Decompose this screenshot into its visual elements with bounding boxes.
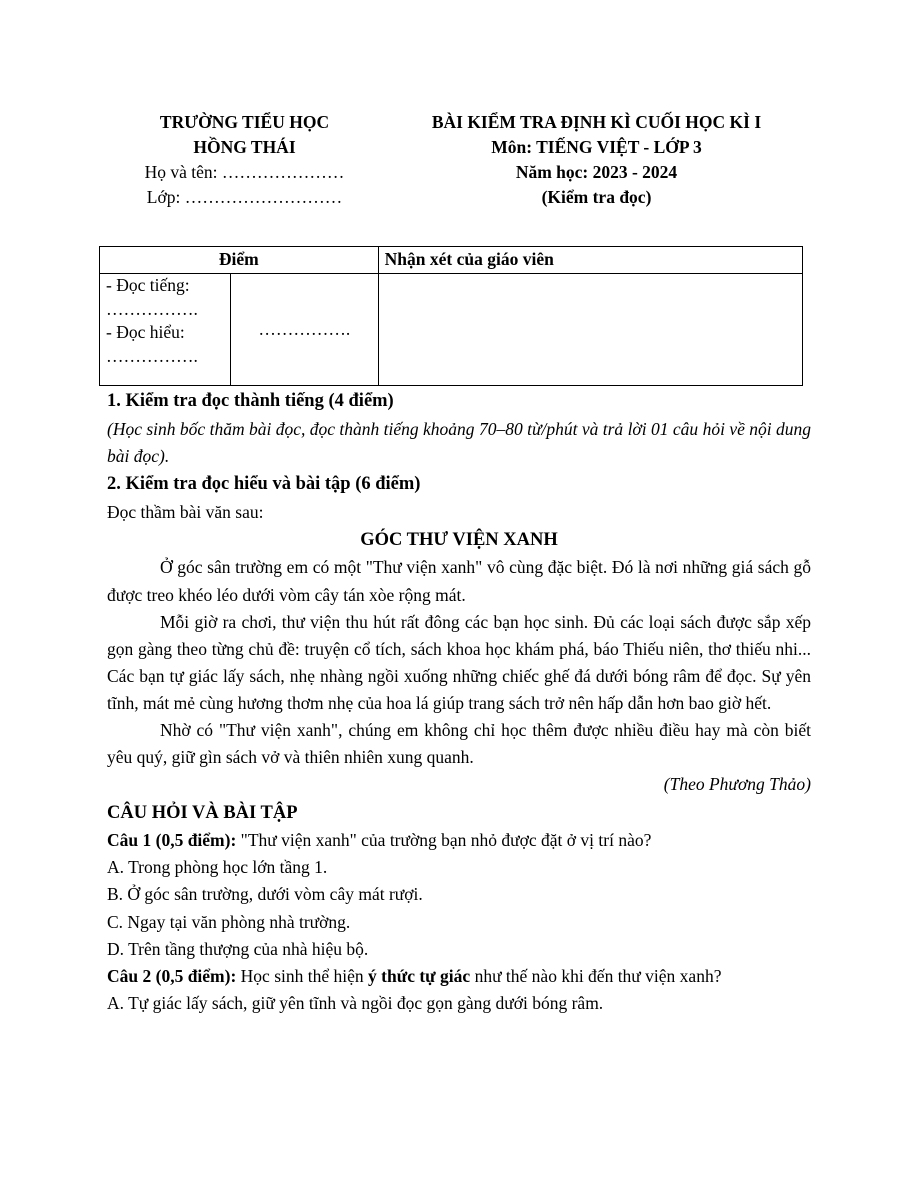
question-1-option-b: B. Ở góc sân trường, dưới vòm cây mát rượi. [107,884,423,905]
passage-title: GÓC THƯ VIỆN XANH [360,529,558,550]
exam-subject: Môn: TIẾNG VIỆT - LỚP 3 [491,137,702,158]
question-2-option-a: A. Tự giác lấy sách, giữ yên tĩnh và ngồi đọc gọn gàng dưới bóng râm. [107,992,604,1013]
passage-paragraph-1: Ở góc sân trường em có một "Thư viện xanh" vô cùng đặc biệt. Đó là nơi những giá sách gỗ được treo khéo léo dưới vòm cây tán xòe rộng mát. [107,557,811,605]
passage-source: (Theo Phương Thảo) [663,774,811,795]
passage-paragraph-3: Nhờ có "Thư viện xanh", chúng em không chỉ học thêm được nhiều điều hay mà còn biết yêu quý, giữ gìn sách vở và thiên nhiên xung quanh. [107,720,811,768]
question-2-text-after: như thế nào khi đến thư viện xanh? [470,965,722,986]
question-2 [107,963,811,990]
part1-heading: 1. Kiểm tra đọc thành tiếng (4 điểm) [107,391,394,411]
exam-title: BÀI KIỂM TRA ĐỊNH KÌ CUỐI HỌC KÌ I [431,112,762,132]
total-score-dots: ……………. [258,318,351,339]
question-1-text: "Thư viện xanh" của trường bạn nhỏ được đặt ở vị trí nào? [236,830,652,851]
exam-header [107,110,811,225]
question-1-option-d: D. Trên tầng thượng của nhà hiệu bộ. [107,938,369,959]
question-2-label: Câu 2 (0,5 điểm): [107,965,237,986]
school-name-line1: TRƯỜNG TIỂU HỌC [159,112,330,132]
part2-instruction: Đọc thầm bài văn sau: [107,501,264,522]
question-1-option-a: A. Trong phòng học lớn tầng 1. [107,857,328,878]
school-name-line2: HỒNG THÁI [193,137,296,158]
reading-aloud-dots: ……………. [106,298,198,319]
score-breakdown-cell [100,274,231,386]
teacher-comment-cell [378,274,802,386]
score-table [99,246,803,386]
reading-comp-label: - Đọc hiểu: [106,322,185,343]
exam-type: (Kiểm tra đọc) [541,187,652,208]
question-2-text-before: Học sinh thể hiện [236,965,369,986]
comment-header: Nhận xét của giáo viên [378,247,802,274]
reading-aloud-label: - Đọc tiếng: [106,275,190,295]
reading-comp-dots: ……………. [106,345,198,366]
question-1-option-c: C. Ngay tại văn phòng nhà trường. [107,911,351,932]
part1-instruction: (Học sinh bốc thăm bài đọc, đọc thành tiếng khoảng 70–80 từ/phút và trả lời 01 câu hỏi về nội dung bài đọc). [107,418,811,466]
school-block [107,110,382,210]
score-header: Điểm [100,247,379,274]
question-1-label: Câu 1 (0,5 điểm): [107,830,237,851]
questions-heading: CÂU HỎI VÀ BÀI TẬP [107,802,298,823]
passage-paragraph-2: Mỗi giờ ra chơi, thư viện thu hút rất đông các bạn học sinh. Đủ các loại sách được sắp xếp gọn gàng theo từng chủ đề: truyện cổ tích, sách khoa học khám phá, báo Thiếu niên, thơ thiếu nhi... Các bạn tự giác lấy sách, nhẹ nhàng ngồi xuống những chiếc ghế đá dưới bóng râm để đọc. Sự yên tĩnh, mát mẻ cùng hương thơm nhẹ của hoa lá giúp trang sách trở nên hấp dẫn hơn bao giờ hết. [107,611,811,714]
part2-heading: 2. Kiểm tra đọc hiểu và bài tập (6 điểm) [107,473,421,494]
exam-title-block [382,110,811,210]
student-class-field: Lớp: ……………………… [146,187,343,208]
question-1 [107,827,811,854]
school-year: Năm học: 2023 - 2024 [515,162,678,183]
question-2-emphasis: ý thức tự giác [368,965,471,986]
total-score-cell [230,274,378,386]
student-name-field: Họ và tên: ………………… [144,162,345,183]
exam-body [107,387,811,1017]
